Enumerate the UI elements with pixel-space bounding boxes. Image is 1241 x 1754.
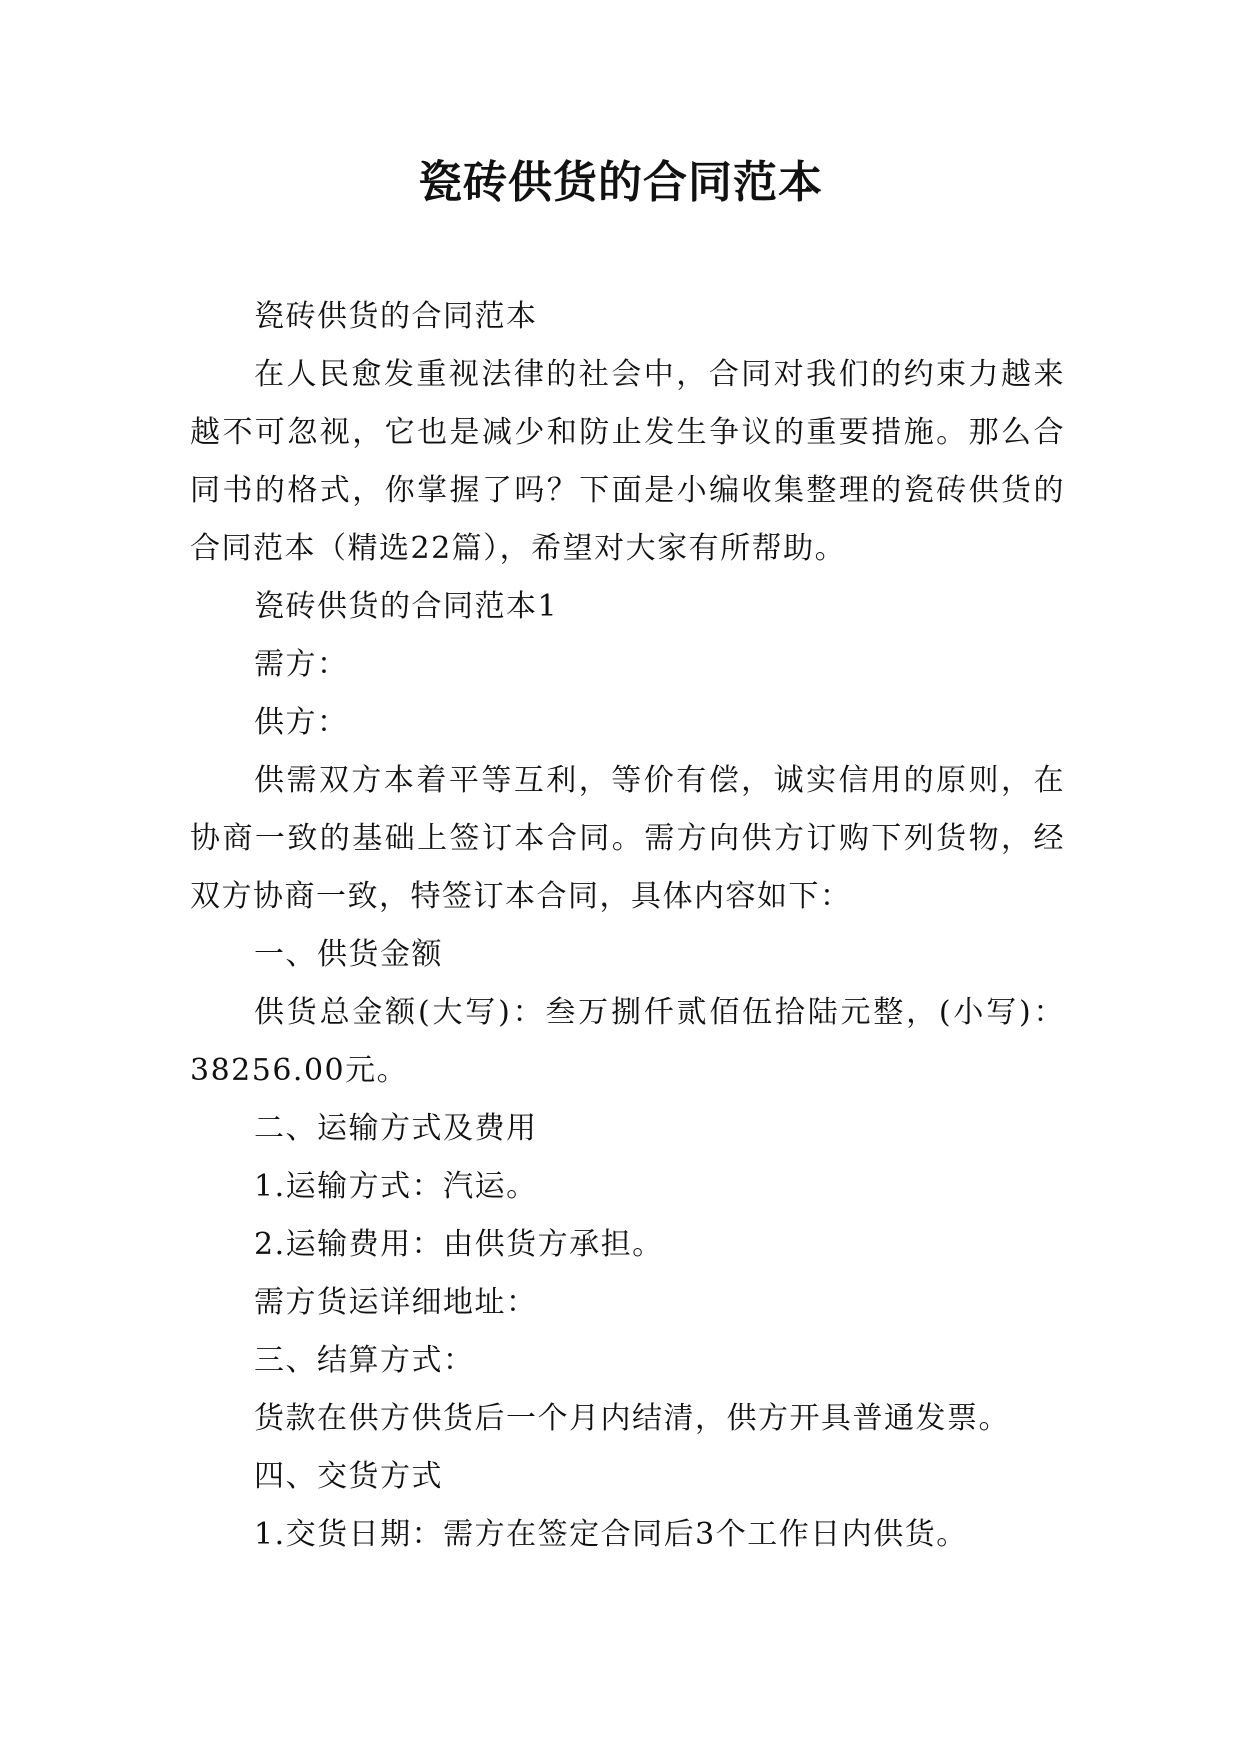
document-title: 瓷砖供货的合同范本 [418,157,823,208]
paragraph-total-amount: 供货总金额(大写)：叁万捌仟贰佰伍拾陆元整，(小写)：38256.00元。 [190,995,1065,1088]
paragraph-buyer: 需方： [254,647,349,682]
section-heading-delivery: 四、交货方式 [254,1459,443,1494]
paragraph-supplier: 供方： [254,705,349,740]
document-body [190,288,1065,1564]
paragraph-delivery-date: 1.交货日期：需方在签定合同后3个工作日内供货。 [254,1517,968,1552]
paragraph-delivery-address: 需方货运详细地址： [254,1285,538,1320]
paragraph-settlement-terms: 货款在供方供货后一个月内结清，供方开具普通发票。 [254,1401,1010,1436]
paragraph-preamble: 供需双方本着平等互利，等价有偿，诚实信用的原则，在协商一致的基础上签订本合同。需方向供方订购下列货物，经双方协商一致，特签订本合同，具体内容如下： [190,763,1065,914]
section-heading-amount: 一、供货金额 [254,937,443,972]
section-heading-settlement: 三、结算方式： [254,1343,475,1378]
paragraph-contract-heading: 瓷砖供货的合同范本1 [254,589,559,624]
paragraph-intro: 在人民愈发重视法律的社会中，合同对我们的约束力越来越不可忽视，它也是减少和防止发生争议的重要措施。那么合同书的格式，你掌握了吗？下面是小编收集整理的瓷砖供货的合同范本（精选22篇），希望对大家有所帮助。 [190,357,1065,566]
paragraph-transport-cost: 2.运输费用：由供货方承担。 [254,1227,664,1262]
section-heading-transport: 二、运输方式及费用 [254,1111,538,1146]
paragraph-transport-method: 1.运输方式：汽运。 [254,1169,538,1204]
paragraph-doc-name: 瓷砖供货的合同范本 [254,299,538,334]
